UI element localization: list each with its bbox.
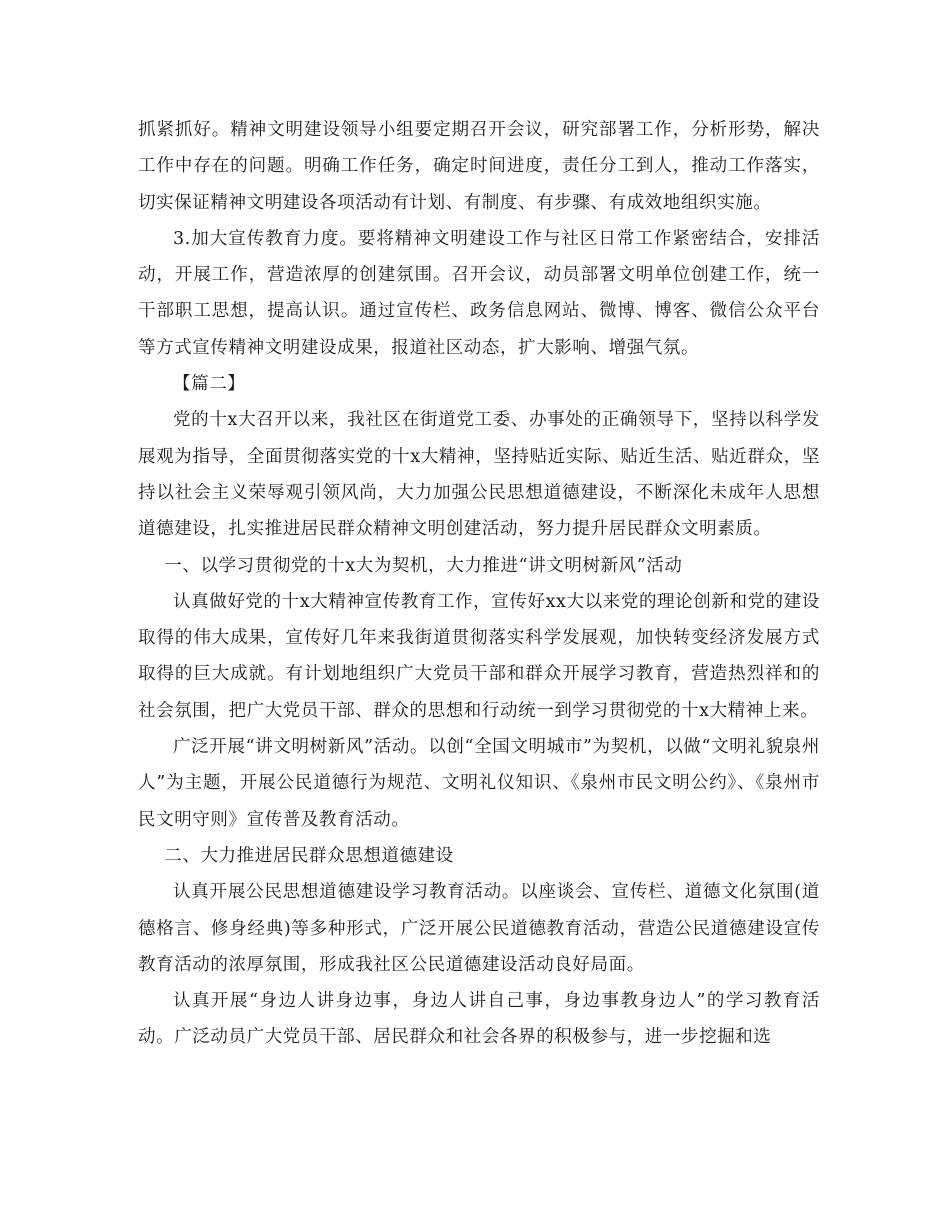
paragraph-publicity: 3.加大宣传教育力度。要将精神文明建设工作与社区日常工作紧密结合，安排活动，开展工作，营造浓厚的创建氛围。召开会议，动员部署文明单位创建工作，统一干部职工思想，提高认识。通过宣传栏、政务信息网站、微博、博客、微信公众平台等方式宣传精神文明建设成果，报道社区动态，扩大影响、增强气氛。 [138,228,820,358]
section-title-two: 二、大力推进居民群众思想道德建设 [164,845,454,866]
paragraph-study: 认真做好党的十x大精神宣传教育工作，宣传好xx大以来党的理论创新和党的建设取得的伟大成果，宣传好几年来我街道贯彻落实科学发展观，加快转变经济发展方式取得的巨大成就。有计划地组织广大党员干部和群众开展学习教育，营造热烈祥和的社会氛围，把广大党员干部、群众的思想和行动统一到学习贯彻党的十x大精神上来。 [138,591,820,721]
paragraph-continued: 抓紧抓好。精神文明建设领导小组要定期召开会议，研究部署工作，分析形势，解决工作中存在的问题。明确工作任务，确定时间进度，责任分工到人，推动工作落实，切实保证精神文明建设各项活动有计划、有制度、有步骤、有成效地组织实施。 [138,120,820,213]
paragraph-intro: 党的十x大召开以来，我社区在街道党工委、办事处的正确领导下，坚持以科学发展观为指导，全面贯彻落实党的十x大精神，坚持贴近实际、贴近生活、贴近群众，坚持以社会主义荣辱观引领风尚，大力加强公民思想道德建设，不断深化未成年人思想道德建设，扎实推进居民群众精神文明创建活动，努力提升居民群众文明素质。 [138,410,820,540]
paragraph-civility: 广泛开展“讲文明树新风”活动。以创“全国文明城市”为契机，以做“文明礼貌泉州人”为主题，开展公民道德行为规范、文明礼仪知识、《泉州市民文明公约》、《泉州市民文明守则》宣传普及教育活动。 [138,737,820,830]
paragraph-moral-education: 认真开展公民思想道德建设学习教育活动。以座谈会、宣传栏、道德文化氛围(道德格言、修身经典)等多种形式，广泛开展公民道德教育活动，营造公民道德建设宣传教育活动的浓厚氛围，形成我社区公民道德建设活动良好局面。 [138,882,820,975]
document-page [138,112,820,1056]
section-heading-part-two: 【篇二】 [173,374,246,395]
section-title-one: 一、以学习贯彻党的十x大为契机，大力推进“讲文明树新风”活动 [164,555,683,576]
paragraph-local-examples: 认真开展“身边人讲身边事，身边人讲自己事，身边事教身边人”的学习教育活动。广泛动员广大党员干部、居民群众和社会各界的积极参与，进一步挖掘和选 [138,991,820,1048]
